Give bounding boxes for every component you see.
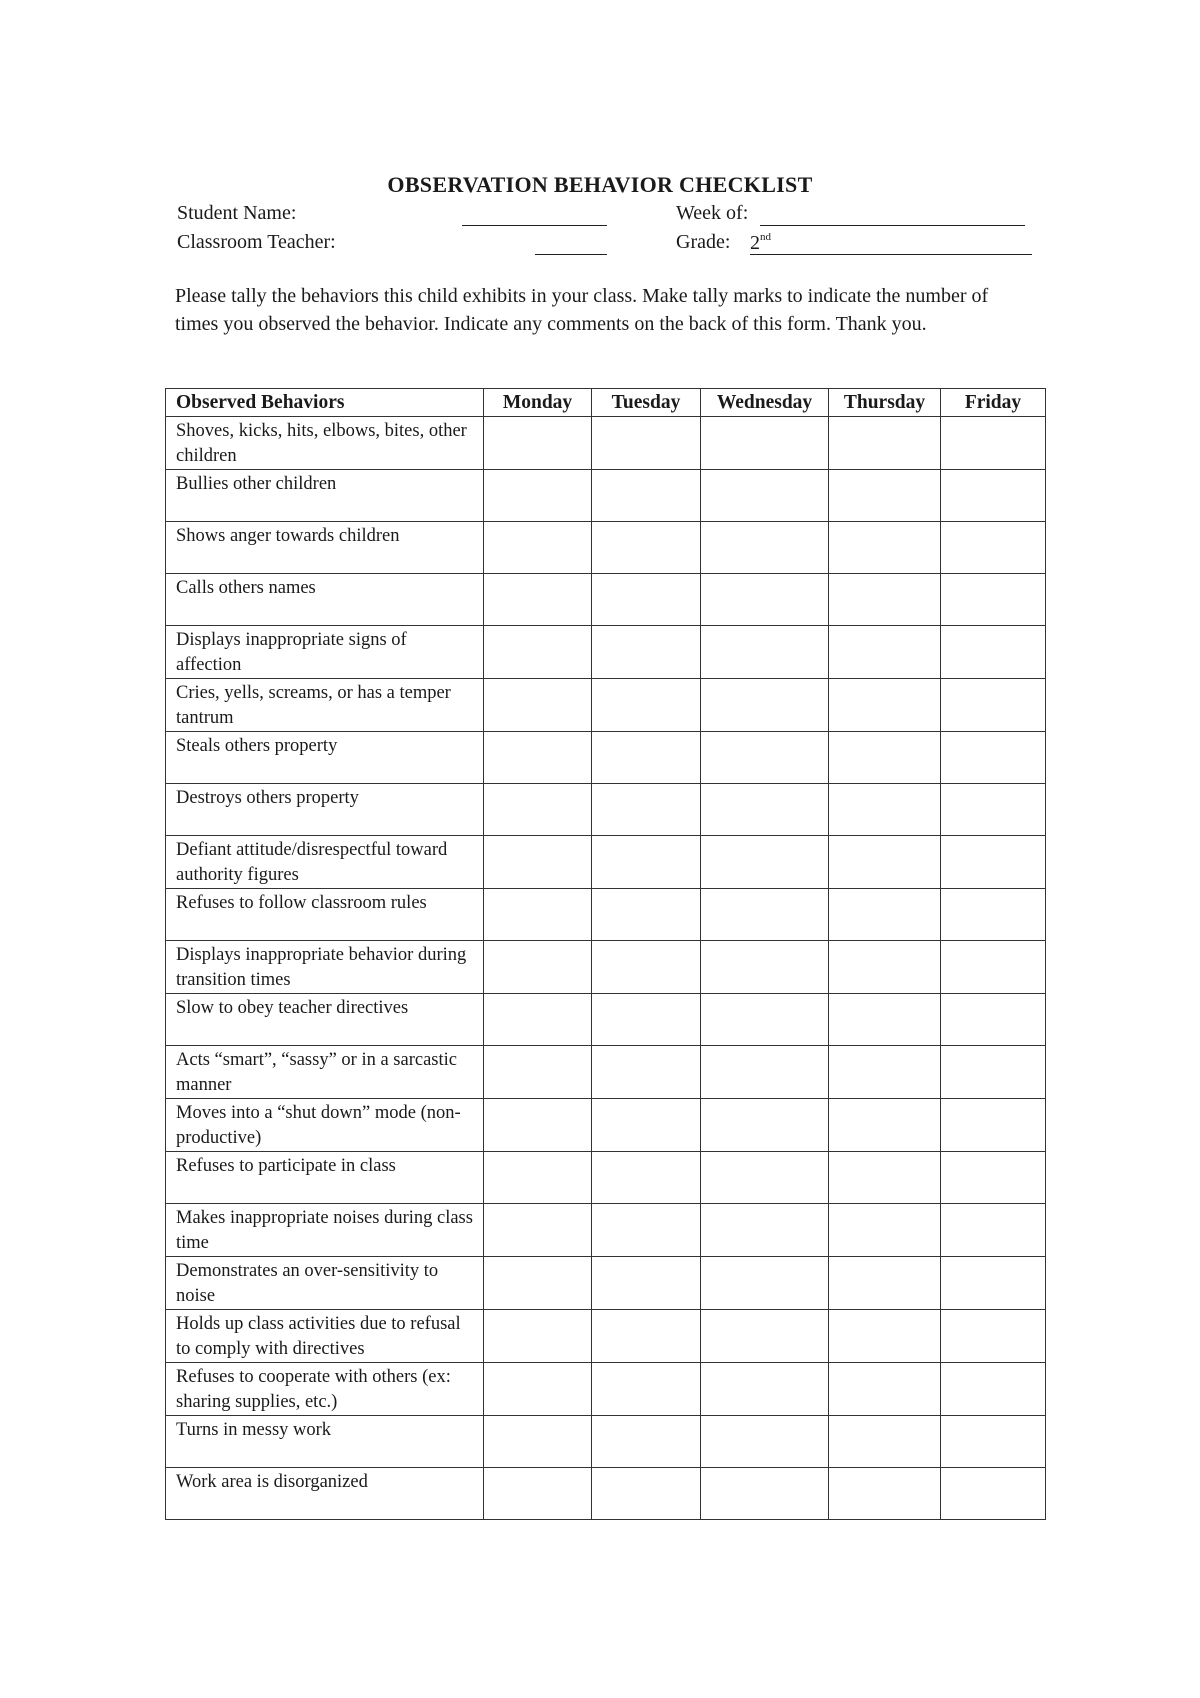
behavior-label: Moves into a “shut down” mode (non-productive) [166, 1099, 484, 1152]
tally-cell-thursday[interactable] [829, 732, 941, 784]
behavior-label: Work area is disorganized [166, 1468, 484, 1520]
tally-cell-wednesday[interactable] [701, 732, 829, 784]
tally-cell-wednesday[interactable] [701, 626, 829, 679]
tally-cell-tuesday[interactable] [592, 679, 701, 732]
tally-cell-monday[interactable] [484, 417, 592, 470]
table-body [166, 417, 1046, 1520]
tally-cell-wednesday[interactable] [701, 1468, 829, 1520]
tally-cell-thursday[interactable] [829, 417, 941, 470]
tally-cell-tuesday[interactable] [592, 470, 701, 522]
tally-cell-thursday[interactable] [829, 522, 941, 574]
tally-cell-friday[interactable] [941, 1468, 1046, 1520]
tally-cell-thursday[interactable] [829, 1099, 941, 1152]
tally-cell-thursday[interactable] [829, 1204, 941, 1257]
tally-cell-friday[interactable] [941, 1099, 1046, 1152]
table-row [166, 574, 1046, 626]
classroom-teacher-label: Classroom Teacher: [177, 231, 336, 253]
tally-cell-wednesday[interactable] [701, 1152, 829, 1204]
behavior-label: Shoves, kicks, hits, elbows, bites, other children [166, 417, 484, 470]
tally-cell-friday[interactable] [941, 732, 1046, 784]
tally-cell-thursday[interactable] [829, 1363, 941, 1416]
tally-cell-monday[interactable] [484, 1363, 592, 1416]
tally-cell-wednesday[interactable] [701, 417, 829, 470]
behavior-label: Steals others property [166, 732, 484, 784]
tally-cell-monday[interactable] [484, 522, 592, 574]
tally-cell-friday[interactable] [941, 784, 1046, 836]
tally-cell-thursday[interactable] [829, 626, 941, 679]
tally-cell-tuesday[interactable] [592, 1099, 701, 1152]
tally-cell-friday[interactable] [941, 522, 1046, 574]
student-name-label: Student Name: [177, 202, 297, 224]
tally-cell-wednesday[interactable] [701, 1310, 829, 1363]
tally-cell-friday[interactable] [941, 1416, 1046, 1468]
tally-cell-wednesday[interactable] [701, 1363, 829, 1416]
table-row [166, 941, 1046, 994]
table-row [166, 1310, 1046, 1363]
tally-cell-tuesday[interactable] [592, 1468, 701, 1520]
tally-cell-monday[interactable] [484, 679, 592, 732]
table-row [166, 470, 1046, 522]
table-row [166, 417, 1046, 470]
behavior-label: Refuses to participate in class [166, 1152, 484, 1204]
tally-cell-thursday[interactable] [829, 470, 941, 522]
tally-cell-monday[interactable] [484, 889, 592, 941]
behavior-label: Turns in messy work [166, 1416, 484, 1468]
tally-cell-monday[interactable] [484, 1468, 592, 1520]
behavior-label: Acts “smart”, “sassy” or in a sarcastic manner [166, 1046, 484, 1099]
classroom-teacher-field[interactable] [535, 254, 607, 255]
tally-cell-tuesday[interactable] [592, 994, 701, 1046]
page-title: OBSERVATION BEHAVIOR CHECKLIST [387, 172, 813, 197]
tally-cell-tuesday[interactable] [592, 1310, 701, 1363]
tally-cell-tuesday[interactable] [592, 1204, 701, 1257]
tally-cell-wednesday[interactable] [701, 836, 829, 889]
tally-cell-thursday[interactable] [829, 994, 941, 1046]
tally-cell-wednesday[interactable] [701, 1204, 829, 1257]
table-row [166, 1363, 1046, 1416]
tally-cell-wednesday[interactable] [701, 1257, 829, 1310]
tally-cell-wednesday[interactable] [701, 784, 829, 836]
table-row [166, 1152, 1046, 1204]
tally-cell-friday[interactable] [941, 1152, 1046, 1204]
tally-cell-monday[interactable] [484, 1257, 592, 1310]
column-header-monday: Monday [484, 389, 592, 417]
tally-cell-tuesday[interactable] [592, 732, 701, 784]
tally-cell-tuesday[interactable] [592, 522, 701, 574]
table-row [166, 626, 1046, 679]
column-header-wednesday: Wednesday [701, 389, 829, 417]
grade-field[interactable] [750, 254, 1032, 255]
behavior-label: Displays inappropriate behavior during transition times [166, 941, 484, 994]
tally-cell-monday[interactable] [484, 994, 592, 1046]
behavior-label: Cries, yells, screams, or has a temper tantrum [166, 679, 484, 732]
tally-cell-wednesday[interactable] [701, 522, 829, 574]
week-of-label: Week of: [676, 202, 749, 224]
table-row [166, 522, 1046, 574]
behavior-checklist-table [165, 388, 1046, 1520]
table-header-row [166, 389, 1046, 417]
table-row [166, 1416, 1046, 1468]
column-header-tuesday: Tuesday [592, 389, 701, 417]
week-of-field[interactable] [760, 225, 1025, 226]
tally-cell-tuesday[interactable] [592, 417, 701, 470]
instructions: Please tally the behaviors this child exhibits in your class. Make tally marks to indicate the number of times you observed the behavior. Indicate any comments on the back of this form. Thank you. [175, 285, 989, 335]
student-name-field[interactable] [462, 225, 607, 226]
tally-cell-tuesday[interactable] [592, 941, 701, 994]
table-row [166, 1046, 1046, 1099]
tally-cell-monday[interactable] [484, 1046, 592, 1099]
grade-value: 2nd [750, 231, 771, 254]
behavior-label: Calls others names [166, 574, 484, 626]
tally-cell-thursday[interactable] [829, 574, 941, 626]
tally-cell-thursday[interactable] [829, 1046, 941, 1099]
tally-cell-monday[interactable] [484, 1152, 592, 1204]
tally-cell-thursday[interactable] [829, 1152, 941, 1204]
tally-cell-wednesday[interactable] [701, 1046, 829, 1099]
tally-cell-friday[interactable] [941, 679, 1046, 732]
tally-cell-thursday[interactable] [829, 941, 941, 994]
grade-label: Grade: [676, 231, 731, 253]
tally-cell-wednesday[interactable] [701, 679, 829, 732]
table-row [166, 1204, 1046, 1257]
table-row [166, 1257, 1046, 1310]
tally-cell-thursday[interactable] [829, 1416, 941, 1468]
tally-cell-wednesday[interactable] [701, 1099, 829, 1152]
tally-cell-wednesday[interactable] [701, 574, 829, 626]
tally-cell-friday[interactable] [941, 1310, 1046, 1363]
tally-cell-tuesday[interactable] [592, 1363, 701, 1416]
tally-cell-tuesday[interactable] [592, 784, 701, 836]
behavior-label: Displays inappropriate signs of affection [166, 626, 484, 679]
table-row [166, 1099, 1046, 1152]
tally-cell-thursday[interactable] [829, 1468, 941, 1520]
tally-cell-friday[interactable] [941, 1363, 1046, 1416]
table-row [166, 836, 1046, 889]
tally-cell-wednesday[interactable] [701, 470, 829, 522]
grade-suffix: nd [760, 231, 771, 243]
tally-cell-monday[interactable] [484, 626, 592, 679]
tally-cell-friday[interactable] [941, 1204, 1046, 1257]
table-row [166, 889, 1046, 941]
column-header-friday: Friday [941, 389, 1046, 417]
tally-cell-friday[interactable] [941, 574, 1046, 626]
tally-cell-monday[interactable] [484, 574, 592, 626]
behavior-label: Destroys others property [166, 784, 484, 836]
behavior-label: Slow to obey teacher directives [166, 994, 484, 1046]
tally-cell-tuesday[interactable] [592, 889, 701, 941]
behavior-label: Makes inappropriate noises during class time [166, 1204, 484, 1257]
tally-cell-friday[interactable] [941, 1046, 1046, 1099]
tally-cell-monday[interactable] [484, 941, 592, 994]
tally-cell-thursday[interactable] [829, 889, 941, 941]
tally-cell-wednesday[interactable] [701, 1416, 829, 1468]
tally-cell-tuesday[interactable] [592, 1046, 701, 1099]
tally-cell-friday[interactable] [941, 1257, 1046, 1310]
tally-cell-thursday[interactable] [829, 1257, 941, 1310]
tally-cell-tuesday[interactable] [592, 1257, 701, 1310]
behavior-label: Holds up class activities due to refusal to comply with directives [166, 1310, 484, 1363]
tally-cell-friday[interactable] [941, 626, 1046, 679]
tally-cell-wednesday[interactable] [701, 889, 829, 941]
tally-cell-monday[interactable] [484, 784, 592, 836]
behavior-label: Bullies other children [166, 470, 484, 522]
tally-cell-tuesday[interactable] [592, 1152, 701, 1204]
tally-cell-monday[interactable] [484, 1310, 592, 1363]
tally-cell-wednesday[interactable] [701, 994, 829, 1046]
column-header-observed-behaviors: Observed Behaviors [166, 389, 484, 417]
tally-cell-friday[interactable] [941, 994, 1046, 1046]
tally-cell-friday[interactable] [941, 889, 1046, 941]
tally-cell-friday[interactable] [941, 941, 1046, 994]
tally-cell-friday[interactable] [941, 417, 1046, 470]
tally-cell-tuesday[interactable] [592, 836, 701, 889]
tally-cell-monday[interactable] [484, 836, 592, 889]
table-row [166, 784, 1046, 836]
behavior-label: Refuses to follow classroom rules [166, 889, 484, 941]
tally-cell-thursday[interactable] [829, 1310, 941, 1363]
behavior-label: Demonstrates an over-sensitivity to noise [166, 1257, 484, 1310]
tally-cell-wednesday[interactable] [701, 941, 829, 994]
behavior-label: Refuses to cooperate with others (ex: sharing supplies, etc.) [166, 1363, 484, 1416]
tally-cell-friday[interactable] [941, 470, 1046, 522]
behavior-label: Defiant attitude/disrespectful toward authority figures [166, 836, 484, 889]
tally-cell-tuesday[interactable] [592, 626, 701, 679]
tally-cell-monday[interactable] [484, 1204, 592, 1257]
tally-cell-thursday[interactable] [829, 784, 941, 836]
table-row [166, 994, 1046, 1046]
tally-cell-thursday[interactable] [829, 836, 941, 889]
tally-cell-monday[interactable] [484, 1416, 592, 1468]
tally-cell-monday[interactable] [484, 1099, 592, 1152]
tally-cell-friday[interactable] [941, 836, 1046, 889]
tally-cell-monday[interactable] [484, 470, 592, 522]
behavior-label: Shows anger towards children [166, 522, 484, 574]
tally-cell-tuesday[interactable] [592, 1416, 701, 1468]
tally-cell-thursday[interactable] [829, 679, 941, 732]
column-header-thursday: Thursday [829, 389, 941, 417]
tally-cell-tuesday[interactable] [592, 574, 701, 626]
tally-cell-monday[interactable] [484, 732, 592, 784]
table-row [166, 732, 1046, 784]
table-row [166, 1468, 1046, 1520]
table-row [166, 679, 1046, 732]
